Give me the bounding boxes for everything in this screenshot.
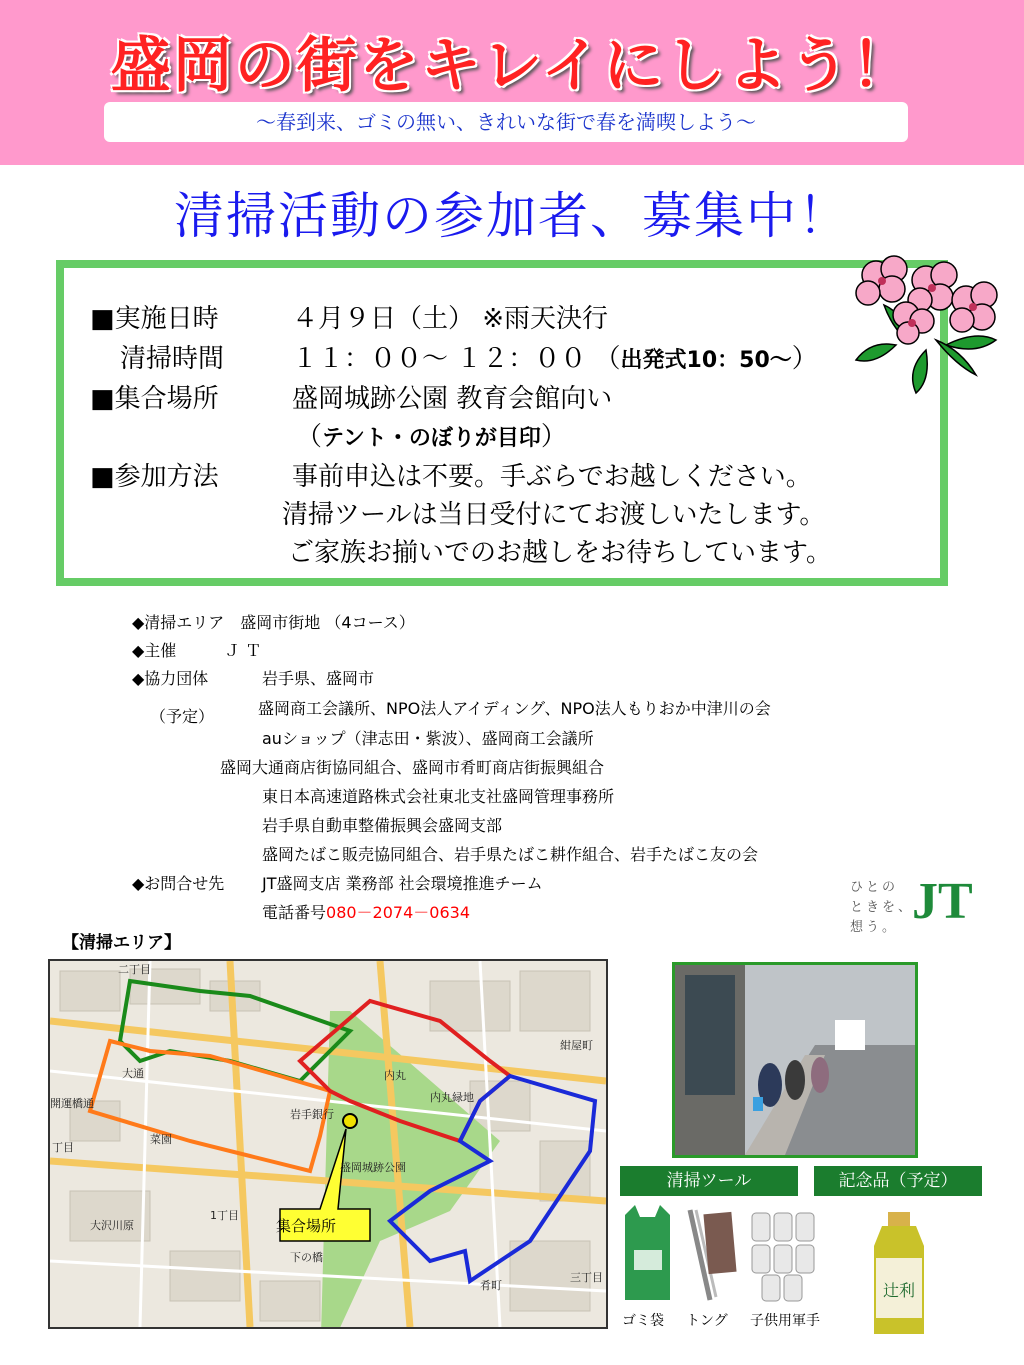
place-label: ■集合場所 bbox=[90, 384, 219, 414]
svg-text:丁目: 丁目 bbox=[52, 1141, 74, 1154]
svg-text:菜園: 菜園 bbox=[150, 1133, 172, 1146]
tool-gloves-label: 子供用軍手 bbox=[750, 1313, 820, 1329]
tea-bottle-image bbox=[846, 1210, 952, 1338]
time-label: 清掃時間 bbox=[120, 344, 225, 374]
azalea-flower-illustration bbox=[836, 245, 1016, 395]
detail-coop-7: 盛岡たばこ販売協同組合、岩手県たばこ耕作組合、岩手たばこ友の会 bbox=[262, 845, 759, 864]
date-label: ■実施日時 bbox=[90, 304, 219, 334]
method-line-2: 清掃ツールは当日受付にてお渡しいたします。 bbox=[282, 500, 826, 530]
place-note: （テント・のぼりが目印） bbox=[296, 422, 567, 452]
tool-garbage-bag-label: ゴミ袋 bbox=[622, 1313, 664, 1329]
method-label: ■参加方法 bbox=[90, 462, 219, 492]
tools-illustration bbox=[620, 1205, 830, 1305]
svg-text:盛岡城跡公園: 盛岡城跡公園 bbox=[340, 1161, 406, 1174]
method-line-3: ご家族お揃いでのお越しをお待ちしています。 bbox=[288, 538, 832, 568]
svg-text:大沢川原: 大沢川原 bbox=[90, 1219, 134, 1232]
svg-text:1丁目: 1丁目 bbox=[210, 1209, 239, 1222]
phone-number: 080－2074－0634 bbox=[326, 903, 470, 922]
svg-text:開運橋通: 開運橋通 bbox=[50, 1097, 94, 1110]
detail-area: ◆清掃エリア 盛岡市街地 （4コース） bbox=[132, 613, 415, 632]
svg-text:内丸緑地: 内丸緑地 bbox=[430, 1091, 474, 1104]
gloves-icon bbox=[752, 1213, 814, 1301]
detail-planned: （予定） bbox=[150, 707, 215, 726]
header-banner bbox=[0, 0, 1024, 165]
subtitle: ～春到来、ゴミの無い、きれいな街で春を満喫しよう～ bbox=[104, 102, 908, 142]
date-value: ４月９日（土） ※雨天決行 bbox=[292, 304, 609, 334]
detail-contact-label: ◆お問合せ先 bbox=[132, 874, 225, 893]
svg-text:岩手銀行: 岩手銀行 bbox=[290, 1108, 334, 1121]
detail-coop-5: 東日本高速道路株式会社東北支社盛岡管理事務所 bbox=[262, 787, 615, 806]
detail-coop-label: ◆協力団体 bbox=[132, 669, 209, 688]
svg-text:肴町: 肴町 bbox=[480, 1279, 502, 1292]
detail-coop-3: auショップ（津志田・紫波）、盛岡商工会議所 bbox=[262, 729, 594, 748]
detail-coop-2: 盛岡商工会議所、NPO法人アイディング、NPO法人もりおか中津川の会 bbox=[258, 699, 771, 718]
main-title: 盛岡の街をキレイにしよう！ bbox=[110, 31, 914, 101]
detail-coop-1: 岩手県、盛岡市 bbox=[262, 669, 375, 688]
svg-text:三丁目: 三丁目 bbox=[570, 1271, 603, 1284]
jt-logo: ひとの ときを、 想う。 JT bbox=[850, 873, 973, 935]
recruit-heading: 清掃活動の参加者、募集中！ bbox=[174, 187, 850, 245]
gift-tag: 記念品（予定） bbox=[814, 1166, 982, 1196]
time-value: １１：００～ １２：００ （出発式10：50～） bbox=[292, 344, 818, 374]
tongs-icon bbox=[690, 1210, 737, 1300]
svg-text:紺屋町: 紺屋町 bbox=[560, 1039, 593, 1052]
svg-text:大通: 大通 bbox=[122, 1067, 144, 1080]
tool-tongs-label: トング bbox=[686, 1313, 728, 1329]
map-title: 【清掃エリア】 bbox=[62, 933, 181, 953]
place-value: 盛岡城跡公園 教育会館向い bbox=[292, 384, 613, 414]
detail-sponsor: ◆主催 Ｊ Ｔ bbox=[132, 641, 262, 660]
svg-text:二丁目: 二丁目 bbox=[118, 963, 151, 976]
svg-text:内丸: 内丸 bbox=[384, 1069, 406, 1082]
detail-coop-6: 岩手県自動車整備振興会盛岡支部 bbox=[262, 816, 503, 835]
svg-text:下の橋: 下の橋 bbox=[290, 1251, 323, 1264]
tools-tag: 清掃ツール bbox=[620, 1166, 798, 1196]
svg-text:辻利: 辻利 bbox=[882, 1281, 916, 1300]
map-graphic bbox=[50, 961, 606, 1327]
meeting-point-label: 集合場所 bbox=[275, 1217, 336, 1235]
detail-phone: 電話番号080－2074－0634 bbox=[262, 903, 470, 922]
detail-contact-value: JT盛岡支店 業務部 社会環境推進チーム bbox=[262, 874, 543, 893]
method-line-1: 事前申込は不要。手ぶらでお越しください。 bbox=[292, 462, 812, 492]
cleanup-area-map bbox=[48, 959, 608, 1329]
jt-mark: JT bbox=[912, 873, 973, 930]
cleanup-photo bbox=[672, 962, 918, 1158]
ceremony-time: 出発式10：50～ bbox=[620, 348, 792, 373]
detail-coop-4: 盛岡大通商店街協同組合、盛岡市肴町商店街振興組合 bbox=[220, 758, 605, 777]
